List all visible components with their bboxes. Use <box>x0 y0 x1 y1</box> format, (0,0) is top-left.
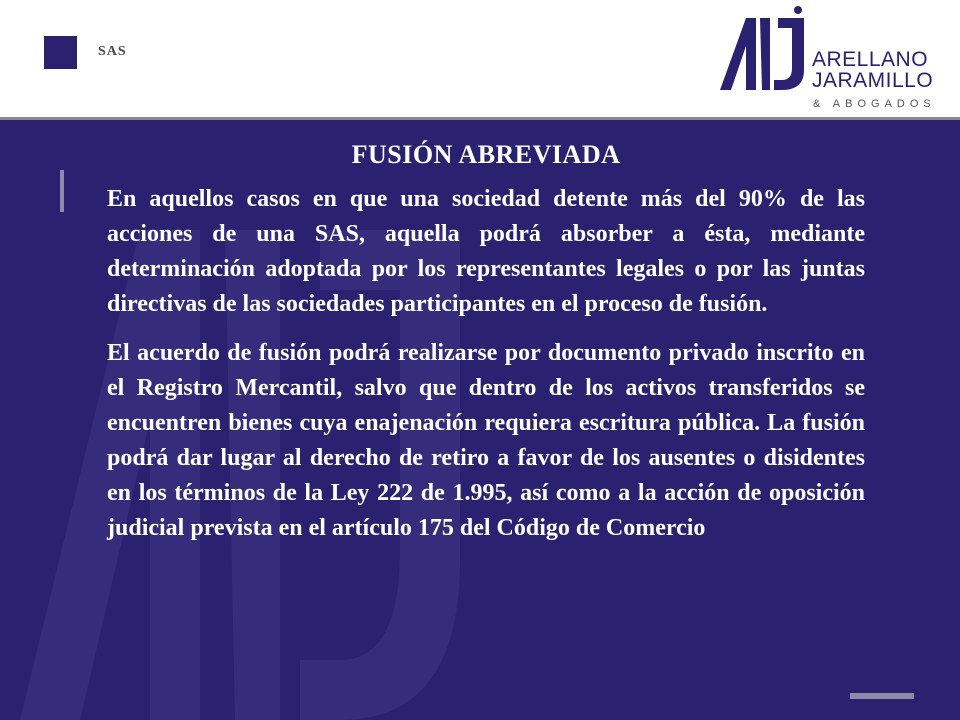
logo-name-line2: JARAMILLO <box>812 69 934 92</box>
header-title: SAS <box>98 44 127 59</box>
logo-name-line1: ARELLANO <box>812 48 929 71</box>
slide-heading: FUSIÓN ABREVIADA <box>351 140 621 169</box>
company-logo <box>716 6 936 112</box>
paragraph-2: El acuerdo de fusión podrá realizarse por documento privado inscrito en el Registro Mercantil, salvo que dentro de los activos transferidos se encuentren bienes cuya enajenación requiera escritura pública. La fusión podrá dar lugar al derecho de retiro a favor de los ausentes o disidentes en los términos de la Ley 222 de 1.995, así como a la acción de oposición judicial prevista en el artículo 175 del Código de Comercio <box>107 340 865 541</box>
aj-monogram-icon <box>716 6 812 92</box>
logo-name <box>812 49 933 91</box>
logo-subtitle: & ABOGADOS <box>813 98 936 110</box>
slide-content <box>107 140 865 560</box>
paragraph-1: En aquellos casos en que una sociedad detente más del 90% de las acciones de una SAS, aquella podrá absorber a ésta, mediante determinación adoptada por los representantes legales o por las juntas directivas de las sociedades participantes en el proceso de fusión. <box>107 186 865 317</box>
header-square-icon <box>44 36 77 69</box>
slide-header <box>0 0 960 117</box>
side-accent-bar <box>60 170 64 212</box>
bottom-accent-bar <box>850 693 914 699</box>
